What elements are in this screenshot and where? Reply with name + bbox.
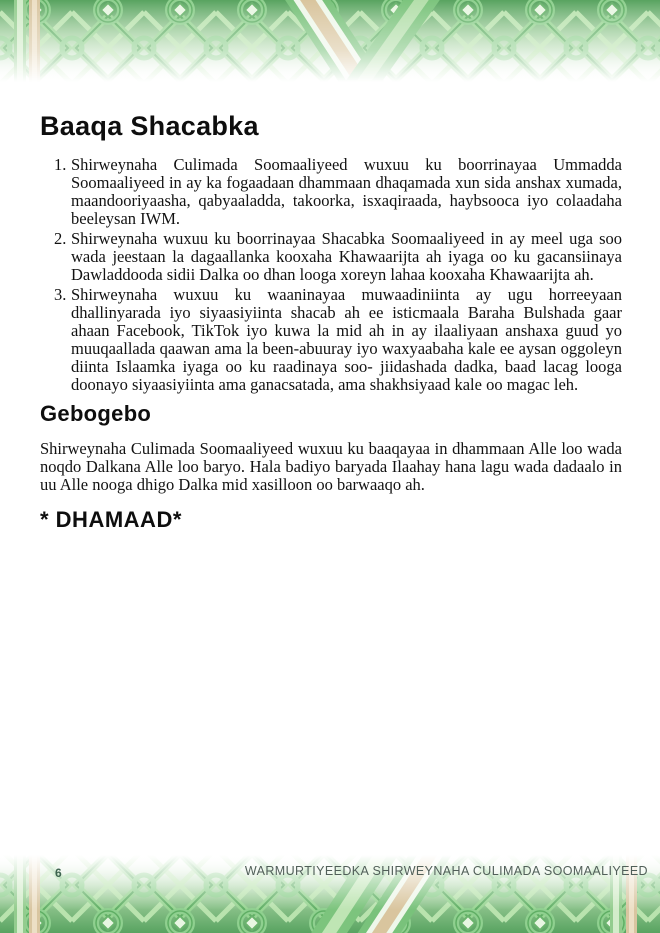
list-item-text: Shirweynaha Culimada Soomaaliyeed wuxuu ku boorrinayaa Ummadda Soomaaliyeed in ay ka fogaadaan dhammaan dhaqamada xun sida anshax xumada, maandooriyaasha, qabyaaladda, takoorka, isxaqiraada, haybsooca iyo colaadaha beeleysan IWM.	[71, 155, 622, 229]
list-item	[40, 156, 622, 228]
list-item	[40, 286, 622, 394]
appeal-list	[40, 156, 622, 394]
list-item-number: 2.	[54, 229, 67, 249]
section-heading-gebogebo: Gebogebo	[40, 401, 152, 427]
section-heading-baaqa-shacabka: Baaqa Shacabka	[40, 111, 259, 141]
list-item	[40, 230, 622, 284]
list-item-text: Shirweynaha wuxuu ku waaninayaa muwaadiniinta ay ugu horreeyaan dhallinyarada iyo siyaasiyiinta shacab ah ee isticmaala Baraha Bulshada gaar ahaan Facebook, TikTok iyo kuwa la mid ah in ay ilaaliyaan anshaxa guud yo muuqaallada qaawan ama la been-abuuray iyo waxyaabaha kale ee aysan oggoleyn diinta Islaamka iyaga oo ku raadinaya soo- jiidashada dadka, baad lacag looga doonayo siyaasiyiinta ama ganacsatada, ama shakhsiyaad kale oo magac leh.	[71, 285, 622, 395]
running-title: WARMURTIYEEDKA SHIRWEYNAHA CULIMADA SOOMAALIYEED	[244, 864, 648, 878]
page-number: 6	[55, 866, 62, 880]
list-item-number: 3.	[54, 285, 67, 305]
closing-paragraph: Shirweynaha Culimada Soomaaliyeed wuxuu ku baaqayaa in dhammaan Alle loo wada noqdo Dalkana Alle loo baryo. Hala badiyo baryada Ilaahay hana lagu wada dadaalo in uu Alle nooga dhigo Dalka mid xasilloon oo barwaaqo ah.	[40, 438, 622, 494]
end-mark: * DHAMAAD*	[40, 506, 182, 532]
list-item-text: Shirweynaha wuxuu ku boorrinayaa Shacabka Soomaaliyeed in ay meel uga soo wada jeestaan la dagaallanka kooxaha Khawaarijta ah iyaga oo ku gacansiinaya Dawladdooda sidii Dalka oo dhan looga xoreyn lahaa kooxaha Khawaarijta ah.	[71, 229, 622, 285]
list-item-number: 1.	[54, 155, 67, 175]
